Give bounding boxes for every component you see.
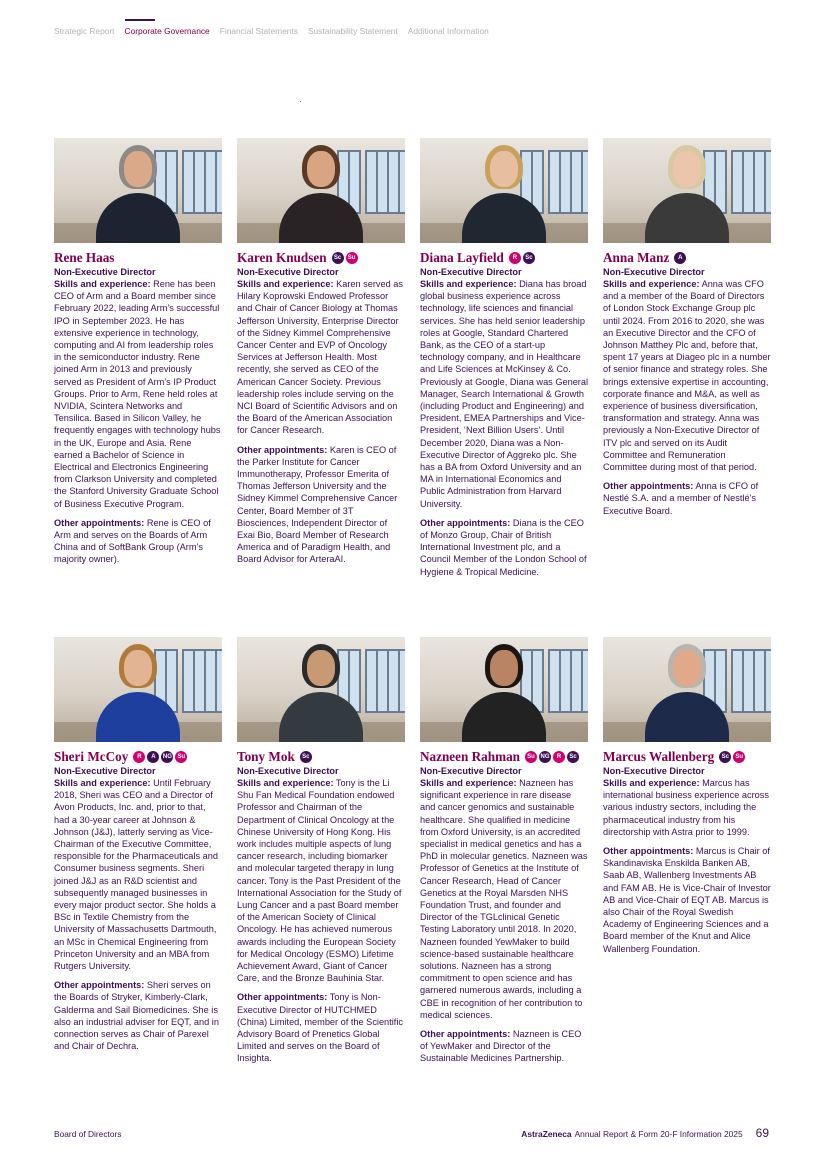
other-appointments-text: Anna is CFO of Nestlé S.A. and a member of Nestlé’s Executive Board. — [603, 481, 759, 516]
person-silhouette — [454, 143, 554, 243]
director-card — [420, 138, 588, 585]
skills-text: Marcus has international business experience across various industry sectors, including the pharmaceutical industry from his directorship with Astra prior to 1999. — [603, 778, 769, 837]
director-card — [420, 637, 588, 1072]
section-nav — [54, 26, 489, 36]
other-appointments-label: Other appointments: — [54, 980, 145, 991]
director-card — [603, 138, 771, 524]
nav-financial-statements[interactable]: Financial Statements — [219, 26, 298, 36]
person-silhouette — [271, 143, 371, 243]
skills-text: Diana has broad global business experience across technology, life sciences and financial services. She has held senior leadership roles at Google, Standard Chartered Bank, as the CEO of a start-up technology company, and in Healthcare and Life Sciences at McKinsey & Co. Previously at Google, Diana was General Manager, Search International & Growth (including Product and Engineering) and President, EMEA Partnerships and Vice-President, ‘Next Billion Users’. Until December 2020, Diana was a Non-Executive Director of Aggreko plc. She has a BA from Oxford University and an MA in International Economics and Public Administration from Harvard University. — [420, 279, 589, 509]
skills-paragraph — [237, 777, 405, 984]
other-appointments-paragraph — [603, 480, 771, 517]
director-photo — [603, 637, 771, 742]
committee-badge: Su — [525, 751, 537, 763]
skills-label: Skills and experience: — [54, 279, 151, 289]
director-name: Diana Layfield — [420, 250, 504, 265]
director-name: Tony Mok — [237, 749, 295, 764]
other-appointments-label: Other appointments: — [237, 444, 328, 455]
director-card — [54, 138, 222, 573]
skills-label: Skills and experience: — [237, 778, 334, 788]
other-appointments-paragraph — [237, 991, 405, 1064]
committee-badge: R — [509, 252, 521, 264]
director-name: Sheri McCoy — [54, 749, 129, 764]
other-appointments-text: Marcus is Chair of Skandinaviska Enskilda Banken AB, Saab AB, Wallenberg Investments AB and FAM AB. He is Vice-Chair of Investor AB and Vice-Chair of EQT AB. Marcus is also Chair of the Royal Swedish Academy of Engineering Sciences and a Board member of the Knut and Alice Wallenberg Foundation. — [603, 846, 771, 954]
skills-label: Skills and experience: — [603, 778, 700, 788]
committee-badge: Sc — [300, 751, 312, 763]
skills-text: Until February 2018, Sheri was CEO and a Director of Avon Products, Inc. and, prior to that, had a 30-year career at Johnson & Johnson (J&J), latterly serving as Vice-Chairman of the Executive Committee, responsible for the Pharmaceuticals and Consumer business segments. Sheri joined J&J as an R&D scientist and subsequently managed businesses in every major product sector. She holds a BSc in Textile Chemistry from the University of Massachusetts Dartmouth, an MSc in Chemical Engineering from Princeton University and an MBA from Rutgers University. — [54, 778, 218, 972]
director-name-row — [603, 250, 771, 266]
window-decoration — [387, 150, 405, 214]
skills-paragraph — [420, 777, 588, 1021]
other-appointments-paragraph — [54, 517, 222, 566]
other-appointments-text: Tony is Non-Executive Director of HUTCHMED (China) Limited, member of the Scientific Advisory Board of Prenetics Global Limited and serves on the Board of Insighta. — [237, 992, 403, 1064]
director-name-row — [237, 749, 405, 765]
director-name: Nazneen Rahman — [420, 749, 521, 764]
person-silhouette — [88, 143, 188, 243]
window-decoration — [204, 649, 222, 713]
window-decoration — [570, 150, 588, 214]
director-name-row — [420, 250, 588, 266]
other-appointments-label: Other appointments: — [420, 1029, 511, 1040]
committee-badge: Sc — [719, 751, 731, 763]
committee-badge: Sc — [332, 252, 344, 264]
director-role: Non-Executive Director — [420, 267, 522, 277]
person-silhouette — [637, 642, 737, 742]
skills-text: Rene has been CEO of Arm and a Board member since February 2022, leading Arm’s successful IPO in September 2023. He has extensive experience in technology, computing and AI from leadership roles in the semiconductor industry. Rene joined Arm in 2013 and previously served as President of Arm’s IP Product Groups. Prior to Arm, Rene held roles at NVIDIA, Scintera Networks and Tensilica. Based in Silicon Valley, he frequently engages with technology hubs in the UK, Europe and Asia. Rene earned a Bachelor of Science in Electrical and Electronics Engineering from Clarkson University and completed the Stanford University Graduate School of Business Executive Program. — [54, 279, 221, 509]
nav-corporate-governance[interactable]: Corporate Governance — [124, 26, 210, 36]
person-silhouette — [271, 642, 371, 742]
director-photo — [54, 637, 222, 742]
skills-paragraph — [237, 278, 405, 437]
director-role: Non-Executive Director — [420, 766, 522, 776]
director-photo — [603, 138, 771, 243]
other-appointments-text: Karen is CEO of the Parker Institute for Cancer Immunotherapy, Professor Emerita of Thomas Jefferson University and the Sidney Kimmel Comprehensive Cancer Center, Board Member of 3T Biosciences, Independent Director of Exai Bio, Board Member of Research America and of Paradigm Health, and Board Advisor for ArteraAI. — [237, 444, 398, 565]
director-name-row — [603, 749, 771, 765]
director-photo — [420, 138, 588, 243]
committee-badge: Sc — [523, 252, 535, 264]
skills-label: Skills and experience: — [54, 778, 151, 788]
director-photo — [237, 138, 405, 243]
other-appointments-label: Other appointments: — [54, 517, 145, 528]
director-name: Marcus Wallenberg — [603, 749, 715, 764]
director-role: Non-Executive Director — [54, 267, 156, 277]
director-card — [603, 637, 771, 962]
other-appointments-paragraph — [603, 845, 771, 955]
director-name: Anna Manz — [603, 250, 670, 265]
skills-text: Nazneen has significant experience in rare disease and cancer genomics and sustainable healthcare. She qualified in medicine from Oxford University, is an accredited specialist in medical genetics and has a PhD in molecular genetics. Nazneen was Professor of Genetics at the Institute of Cancer Research, Head of Cancer Genetics at the Royal Marsden NHS Foundation Trust, and founder and Director of the TGLclinical Genetic Testing Laboratory until 2018. In 2020, Nazneen founded YewMaker to build science-based sustainable healthcare solutions. Nazneen has a strong commitment to open science and has garnered numerous awards, including a CBE in recognition of her contribution to medical sciences. — [420, 778, 588, 1020]
other-appointments-paragraph — [420, 517, 588, 578]
committee-badge: A — [674, 252, 686, 264]
director-role: Non-Executive Director — [603, 766, 705, 776]
footer-report-info — [521, 1126, 769, 1140]
other-appointments-label: Other appointments: — [603, 481, 694, 492]
skills-text: Tony is the Li Shu Fan Medical Foundation endowed Professor and Chairman of the Department of Clinical Oncology at the Chinese University of Hong Kong. His work includes multiple aspects of lung cancer research, including biomarker and molecular targeted therapy in lung cancer. Tony is the Past President of the International Association for the Study of Lung Cancer and a past Board member of the American Society of Clinical Oncology. He has achieved numerous awards including the European Society for Medical Oncology (ESMO) Lifetime Achievement Award, Giant of Cancer Care, and the Bronze Bauhinia Star. — [237, 778, 402, 984]
footer-section-title: Board of Directors — [54, 1129, 122, 1139]
director-card — [237, 637, 405, 1072]
director-role: Non-Executive Director — [237, 766, 339, 776]
other-appointments-text: Diana is the CEO of Monzo Group, Chair of British International Investment plc, and a Council Member of the London School of Hygiene & Tropical Medicine. — [420, 517, 587, 577]
window-decoration — [387, 649, 405, 713]
director-photo — [237, 637, 405, 742]
other-appointments-paragraph — [420, 1028, 588, 1065]
committee-badge: A — [147, 751, 159, 763]
committee-badge: R — [133, 751, 145, 763]
director-photo — [420, 637, 588, 742]
skills-text: Karen served as Hilary Koprowski Endowed Professor and Chair of Cancer Biology at Thomas Jefferson University, Enterprise Director of the Sidney Kimmel Comprehensive Cancer Center and EVP of Oncology Services at Jefferson Health. Most recently, she served as CEO of the American Cancer Society. Previous leadership roles include serving on the NCI Board of Scientific Advisors and on the Board of the American Association for Cancer Research. — [237, 279, 403, 436]
nav-sustainability-statement[interactable]: Sustainability Statement — [307, 26, 398, 36]
committee-badge: Su — [175, 751, 187, 763]
other-appointments-paragraph — [54, 979, 222, 1052]
director-name-row — [54, 250, 222, 266]
director-card — [54, 637, 222, 1059]
skills-paragraph — [603, 278, 771, 473]
director-role: Non-Executive Director — [237, 267, 339, 277]
skills-paragraph — [603, 777, 771, 838]
footer-report-title: Annual Report & Form 20-F Information 2025 — [574, 1129, 743, 1139]
other-appointments-label: Other appointments: — [237, 992, 328, 1003]
other-appointments-text: Nazneen is CEO of YewMaker and Director of the Sustainable Medicines Partnership. — [420, 1029, 582, 1064]
person-silhouette — [88, 642, 188, 742]
director-name-row — [54, 749, 222, 765]
other-appointments-text: Rene is CEO of Arm and serves on the Boards of Arm China and of SoftBank Group (Arm’s majority owner). — [54, 517, 211, 565]
skills-paragraph — [420, 278, 588, 510]
skills-text: Anna was CFO and a member of the Board of Directors of London Stock Exchange Group plc until 2024. From 2016 to 2020, she was an Executive Director and the CFO of Johnson Matthey Plc and, before that, spent 17 years at Diageo plc in a number of senior finance and strategy roles. She brings extensive expertise in accounting, corporate finance and M&A, as well as experience of business diversification, transformation and strategy. Anna was previously a Non-Executive Director of ITV plc and served on its Audit Committee and Remuneration Committee during most of that period. — [603, 279, 771, 473]
person-silhouette — [454, 642, 554, 742]
other-appointments-label: Other appointments: — [603, 846, 694, 857]
committee-badge: Su — [733, 751, 745, 763]
committee-badge: NG — [161, 751, 173, 763]
other-appointments-label: Other appointments: — [420, 517, 511, 528]
window-decoration — [204, 150, 222, 214]
window-decoration — [753, 150, 771, 214]
director-name-row — [420, 749, 588, 765]
nav-additional-information[interactable]: Additional Information — [407, 26, 489, 36]
committee-badge: Su — [346, 252, 358, 264]
director-name: Rene Haas — [54, 250, 115, 265]
other-appointments-paragraph — [237, 444, 405, 566]
director-role: Non-Executive Director — [603, 267, 705, 277]
director-role: Non-Executive Director — [54, 766, 156, 776]
director-photo — [54, 138, 222, 243]
page-number: 69 — [755, 1126, 769, 1140]
director-name-row — [237, 250, 405, 266]
stray-dot — [300, 101, 301, 102]
director-name: Karen Knudsen — [237, 250, 327, 265]
committee-badge: NG — [539, 751, 551, 763]
skills-label: Skills and experience: — [420, 279, 517, 289]
footer-brand: AstraZeneca — [521, 1129, 572, 1139]
skills-paragraph — [54, 278, 222, 510]
person-silhouette — [637, 143, 737, 243]
skills-label: Skills and experience: — [420, 778, 517, 788]
skills-label: Skills and experience: — [237, 279, 334, 289]
committee-badge: Sc — [567, 751, 579, 763]
window-decoration — [570, 649, 588, 713]
window-decoration — [753, 649, 771, 713]
director-card — [237, 138, 405, 573]
committee-badge: R — [553, 751, 565, 763]
other-appointments-text: Sheri serves on the Boards of Stryker, Kimberly-Clark, Galderma and Sail Biomedicines. She is also an industrial adviser for EQT, and in connection serves as Chair of Parexel and Chair of Dechra. — [54, 980, 219, 1052]
nav-strategic-report[interactable]: Strategic Report — [54, 26, 115, 36]
skills-label: Skills and experience: — [603, 279, 700, 289]
skills-paragraph — [54, 777, 222, 972]
